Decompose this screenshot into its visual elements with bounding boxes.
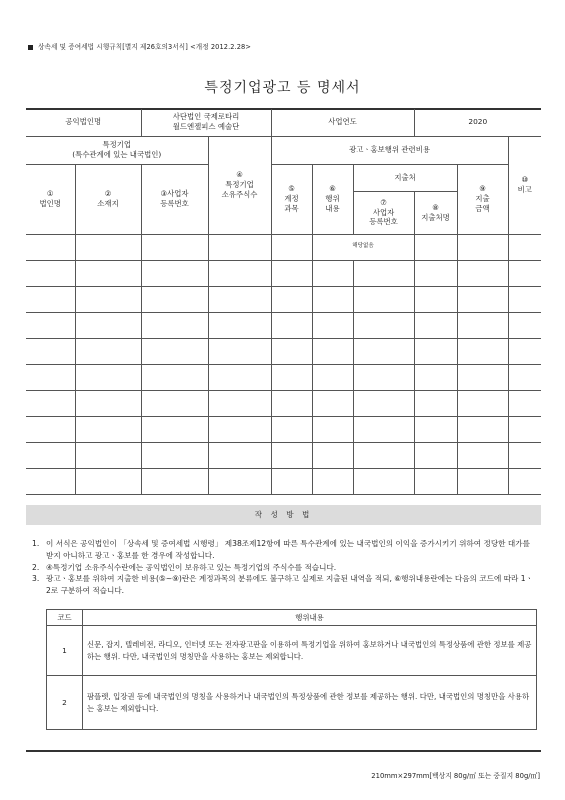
fiscal-year-value: 2020	[414, 109, 541, 136]
instructions-list	[32, 538, 537, 597]
col-amount: ⑨ 지출 금액	[457, 164, 508, 234]
form-caption: 상속세 및 증여세법 시행규칙[별지 제26호의3서식] <개정 2012.2.28>	[28, 41, 251, 51]
page-title: 특정기업광고 등 명세서	[204, 80, 361, 96]
fiscal-year-label: 사업연도	[271, 109, 414, 136]
code-row: 2 팜플렛, 입장권 등에 내국법인의 명칭을 사용하거나 내국법인의 특정상품에 관한 정보를 제공하는 행위. 다만, 내국법인의 명칭만을 사용하는 홍보는 제외합니다.	[47, 676, 537, 730]
code-table-header	[47, 610, 537, 626]
square-bullet-icon	[28, 45, 33, 50]
col-corp-name: ① 법인명	[26, 164, 75, 234]
col-payee-reg-no: ⑦ 사업자 등록번호	[353, 191, 414, 234]
table-row	[26, 260, 541, 286]
org-name-value: 사단법인 국제로타리 월드엔젤피스 예술단	[141, 109, 271, 136]
table-row	[26, 442, 541, 468]
org-name-label: 공익법인명	[26, 109, 141, 136]
instruction-item: 1. 이 서식은 공익법인이 「상속세 및 증여세법 시행령」 제38조제12항에 따른 특수관계에 있는 내국법인의 이익을 증가시키기 위하여 정당한 대가를 받지 아니하고 광고ㆍ홍보를 한 경우에 작성합니다.	[32, 539, 530, 560]
table-row	[26, 468, 541, 494]
col-account-item: ⑤ 계정 과목	[271, 164, 312, 234]
table-row	[26, 234, 541, 260]
code-header: 코드	[47, 610, 83, 626]
activity-header: 행위내용	[83, 610, 537, 626]
group-payee: 지출처	[353, 164, 457, 191]
col-payee-name: ⑧ 지출처명	[414, 191, 457, 234]
group-specific-company: 특정기업 (특수관계에 있는 내국법인)	[26, 136, 208, 164]
group-expense: 광고ㆍ홍보행위 관련비용	[271, 136, 508, 164]
header-row-1	[26, 136, 541, 164]
col-location: ② 소재지	[75, 164, 141, 234]
col-remarks: ⑩ 비고	[508, 136, 541, 234]
code-row: 1 신문, 잡지, 텔레비전, 라디오, 인터넷 또는 전자광고판을 이용하여 특정기업을 위하여 홍보하거나 내국법인의 특정상품에 관한 정보를 제공하는 행위. 다만, 내국법인의 명칭만을 사용하는 홍보는 제외합니다.	[47, 626, 537, 676]
paper-spec: 210mm×297mm[백상지 80g/㎡ 또는 중질지 80g/㎡]	[371, 772, 540, 780]
table-row	[26, 364, 541, 390]
table-row	[26, 286, 541, 312]
statement-table	[26, 109, 541, 495]
instruction-item: 3. 광고ㆍ홍보를 위하여 지출한 비용(⑤~⑨)란은 계정과목의 분류에도 불구하고 실제로 지출된 내역을 적되, ⑥행위내용란에는 다음의 코드에 따라 1ㆍ2로 구분하여 적습니다.	[32, 574, 533, 596]
table-row	[26, 312, 541, 338]
col-business-reg-no: ③사업자 등록번호	[141, 164, 208, 234]
table-row	[26, 416, 541, 442]
header-row-2	[26, 164, 541, 191]
instruction-item: 2. ④특정기업 소유주식수란에는 공익법인이 보유하고 있는 특정기업의 주식수를 적습니다.	[32, 562, 337, 572]
table-row	[26, 338, 541, 364]
table-row	[26, 390, 541, 416]
none-applicable-note: 해당없음	[312, 234, 414, 260]
code-table	[46, 609, 537, 730]
col-activity: ⑥ 행위 내용	[312, 164, 353, 234]
info-row	[26, 109, 541, 136]
col-shares-owned: ④ 특정기업 소유주식수	[208, 136, 271, 234]
instructions-heading: 작 성 방 법	[26, 505, 541, 525]
